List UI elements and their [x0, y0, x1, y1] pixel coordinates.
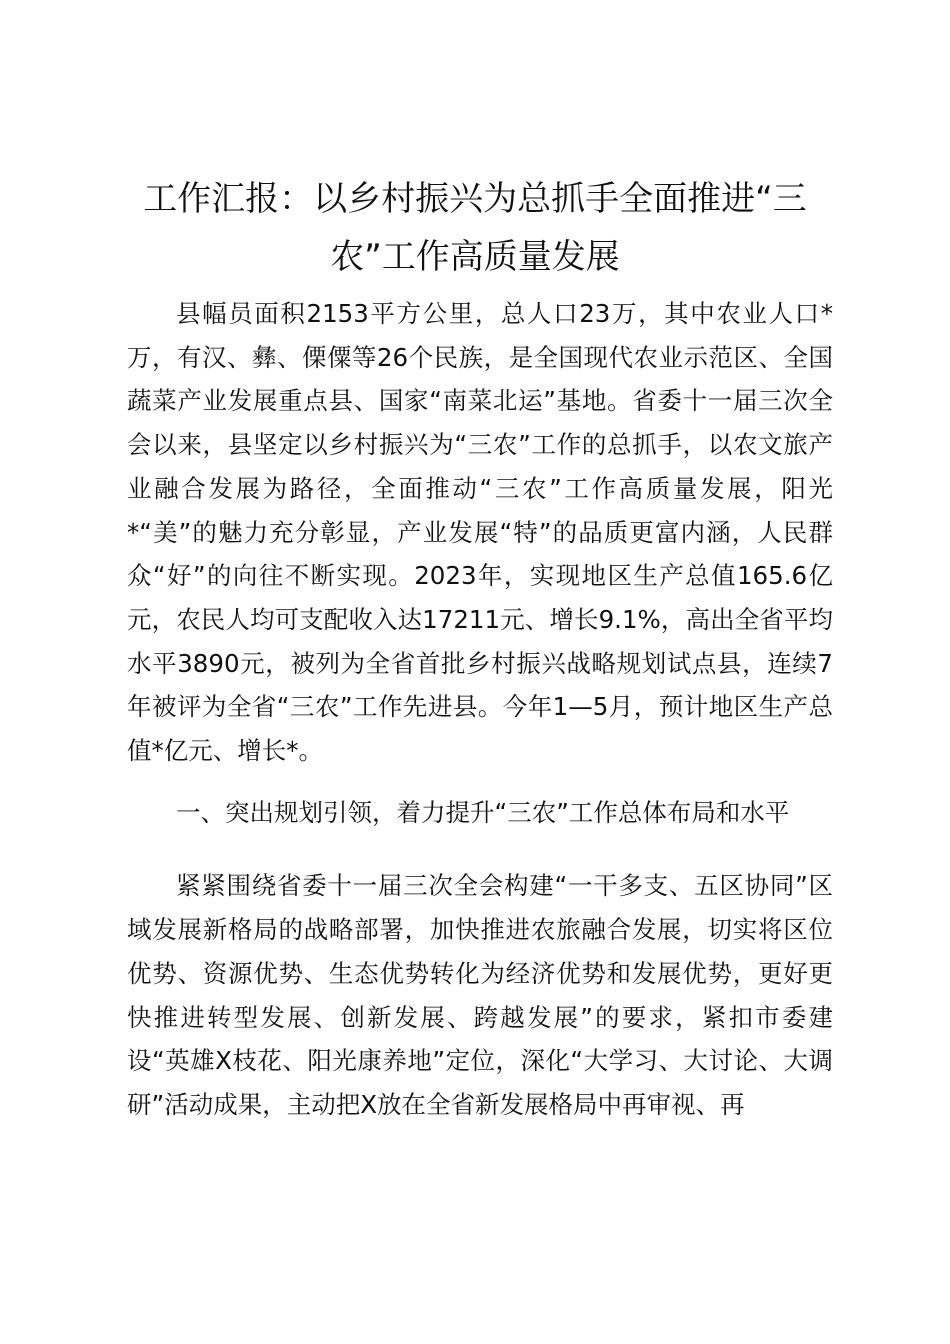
section-heading-1: 一、突出规划引领，着力提升“三农”工作总体布局和水平 — [176, 797, 790, 827]
document-title: 工作汇报：以乡村振兴为总抓手全面推进“三农”工作高质量发展 — [143, 179, 807, 277]
document-body — [127, 292, 833, 1127]
paragraph-section-1: 紧紧围绕省委十一届三次全会构建“一干多支、五区协同”区域发展新格局的战略部署，加快推进农旅融合发展，切实将区位优势、资源优势、生态优势转化为经济优势和发展优势，更好更快推进转型发展、创新发展、跨越发展”的要求，紧扣市委建设“英雄X枝花、阳光康养地”定位，深化“大学习、大讨论、大调研”活动成果，主动把X放在全省新发展格局中再审视、再 — [127, 871, 833, 1119]
paragraph-overview: 县幅员面积2153平方公里，总人口23万，其中农业人口*万，有汉、彝、傈僳等26个民族，是全国现代农业示范区、全国蔬菜产业发展重点县、国家“南菜北运”基地。省委十一届三次全会以来，县坚定以乡村振兴为“三农”工作的总抓手，以农文旅产业融合发展为路径，全面推动“三农”工作高质量发展，阳光*“美”的魅力充分彰显，产业发展“特”的品质更富内涵，人民群众“好”的向往不断实现。2023年，实现地区生产总值165.6亿元，农民人均可支配收入达17211元、增长9.1%，高出全省平均水平3890元，被列为全省首批乡村振兴战略规划试点县，连续7年被评为全省“三农”工作先进县。今年1—5月，预计地区生产总值*亿元、增长*。 — [127, 299, 833, 766]
